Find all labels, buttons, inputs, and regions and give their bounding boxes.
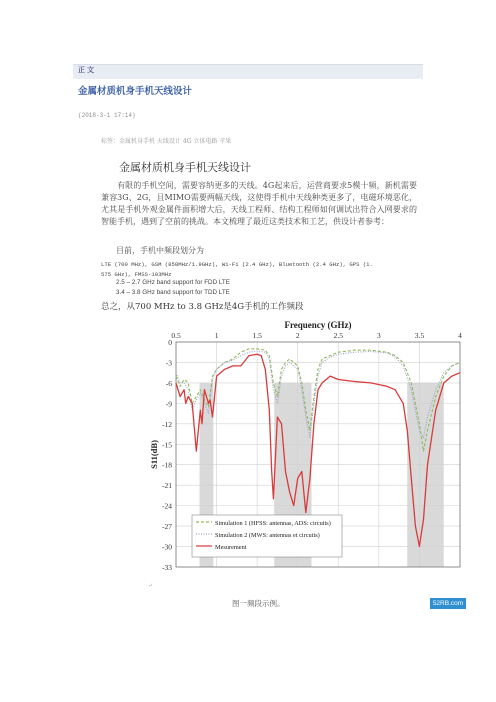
- x-tick-label: 1: [214, 331, 219, 340]
- band-list-line-1: LTE (700 MHz), GSM (850MHz/1.9GHz), Wi-Fi (2.4 GHz), Bluetooth (2.4 GHz), GPS (1.: [101, 261, 373, 268]
- publish-date: (2018-3-1 17:14): [78, 112, 136, 119]
- x-tick-label: 0.5: [171, 331, 181, 340]
- y-tick-label: -15: [162, 440, 172, 450]
- shaded-band-3: [407, 383, 444, 567]
- y-tick-label: -18: [162, 460, 172, 470]
- legend-label-1: Simulation 1 (HFSS: antennas, ADS: circuits): [215, 520, 331, 527]
- y-tick-label: -6: [165, 378, 172, 388]
- y-tick-label: -30: [162, 542, 172, 552]
- s11-chart: [148, 315, 466, 585]
- conclusion-text: 总之，从700 MHz to 3.8 GHz是4G手机的工作频段: [101, 302, 304, 312]
- y-axis-label: S11(dB): [149, 440, 159, 469]
- y-tick-label: -24: [162, 501, 172, 511]
- fdd-band-line: 2.5 – 2.7 GHz band support for FDD LTE: [116, 279, 230, 286]
- tdd-band-line: 3.4 – 3.8 GHz band support for TDD LTE: [116, 289, 230, 296]
- y-tick-label: -33: [162, 563, 172, 572]
- content-heading: 金属材质机身手机天线设计: [119, 162, 251, 174]
- x-tick-label: 2: [295, 331, 300, 340]
- intro-paragraph: [101, 180, 417, 228]
- section-header-bar: [73, 64, 423, 79]
- y-tick-label: -3: [165, 358, 172, 368]
- y-tick-label: -9: [165, 399, 172, 409]
- x-tick-label: 4: [458, 331, 462, 340]
- figure-mark: ↵: [148, 583, 153, 589]
- x-tick-label: 2.5: [333, 331, 343, 340]
- article-title[interactable]: 金属材质机身手机天线设计: [78, 86, 193, 97]
- site-watermark: 52RB.com: [430, 598, 466, 609]
- y-tick-label: -12: [162, 419, 172, 429]
- band-list-line-2: 575 GHz), FMSS-103MHz: [101, 271, 172, 278]
- x-tick-label: 3.5: [414, 331, 425, 340]
- section-label: 正文: [78, 67, 96, 74]
- legend-label-3: Mesurement: [215, 544, 247, 551]
- x-axis-label: Frequency (GHz): [284, 320, 352, 330]
- x-tick-label: 1.5: [252, 331, 262, 340]
- band-intro: 目前，手机中频段划分为: [116, 246, 204, 255]
- x-tick-label: 3: [376, 331, 381, 340]
- y-tick-label: 0: [168, 338, 172, 347]
- y-tick-label: -27: [162, 522, 172, 532]
- legend-label-2: Simulation 2 (MWS: antennas et circuits): [215, 532, 320, 539]
- figure-caption: 图一频段示例。: [232, 599, 285, 608]
- intro-text: 有限的手机空间，需要容纳更多的天线。4G起来后，运营商要求5模十频，新机需要兼容3G、2G，且MIMO需要两幅天线，这使得手机中天线种类更多了，电磁环境恶化，尤其是手机外观金属件面积增大后，天线工程师、结构工程师如何调试出符合入网要求的智能手机，遇到了空前的挑战。本文梳理了最近这类技术和工艺，供设计者参考：: [101, 181, 417, 226]
- y-tick-label: -21: [162, 481, 172, 491]
- s11-figure: [148, 315, 466, 585]
- article-tags: 标签：金属机身手机 天线设计 4G 立体电路 苹果: [101, 138, 232, 145]
